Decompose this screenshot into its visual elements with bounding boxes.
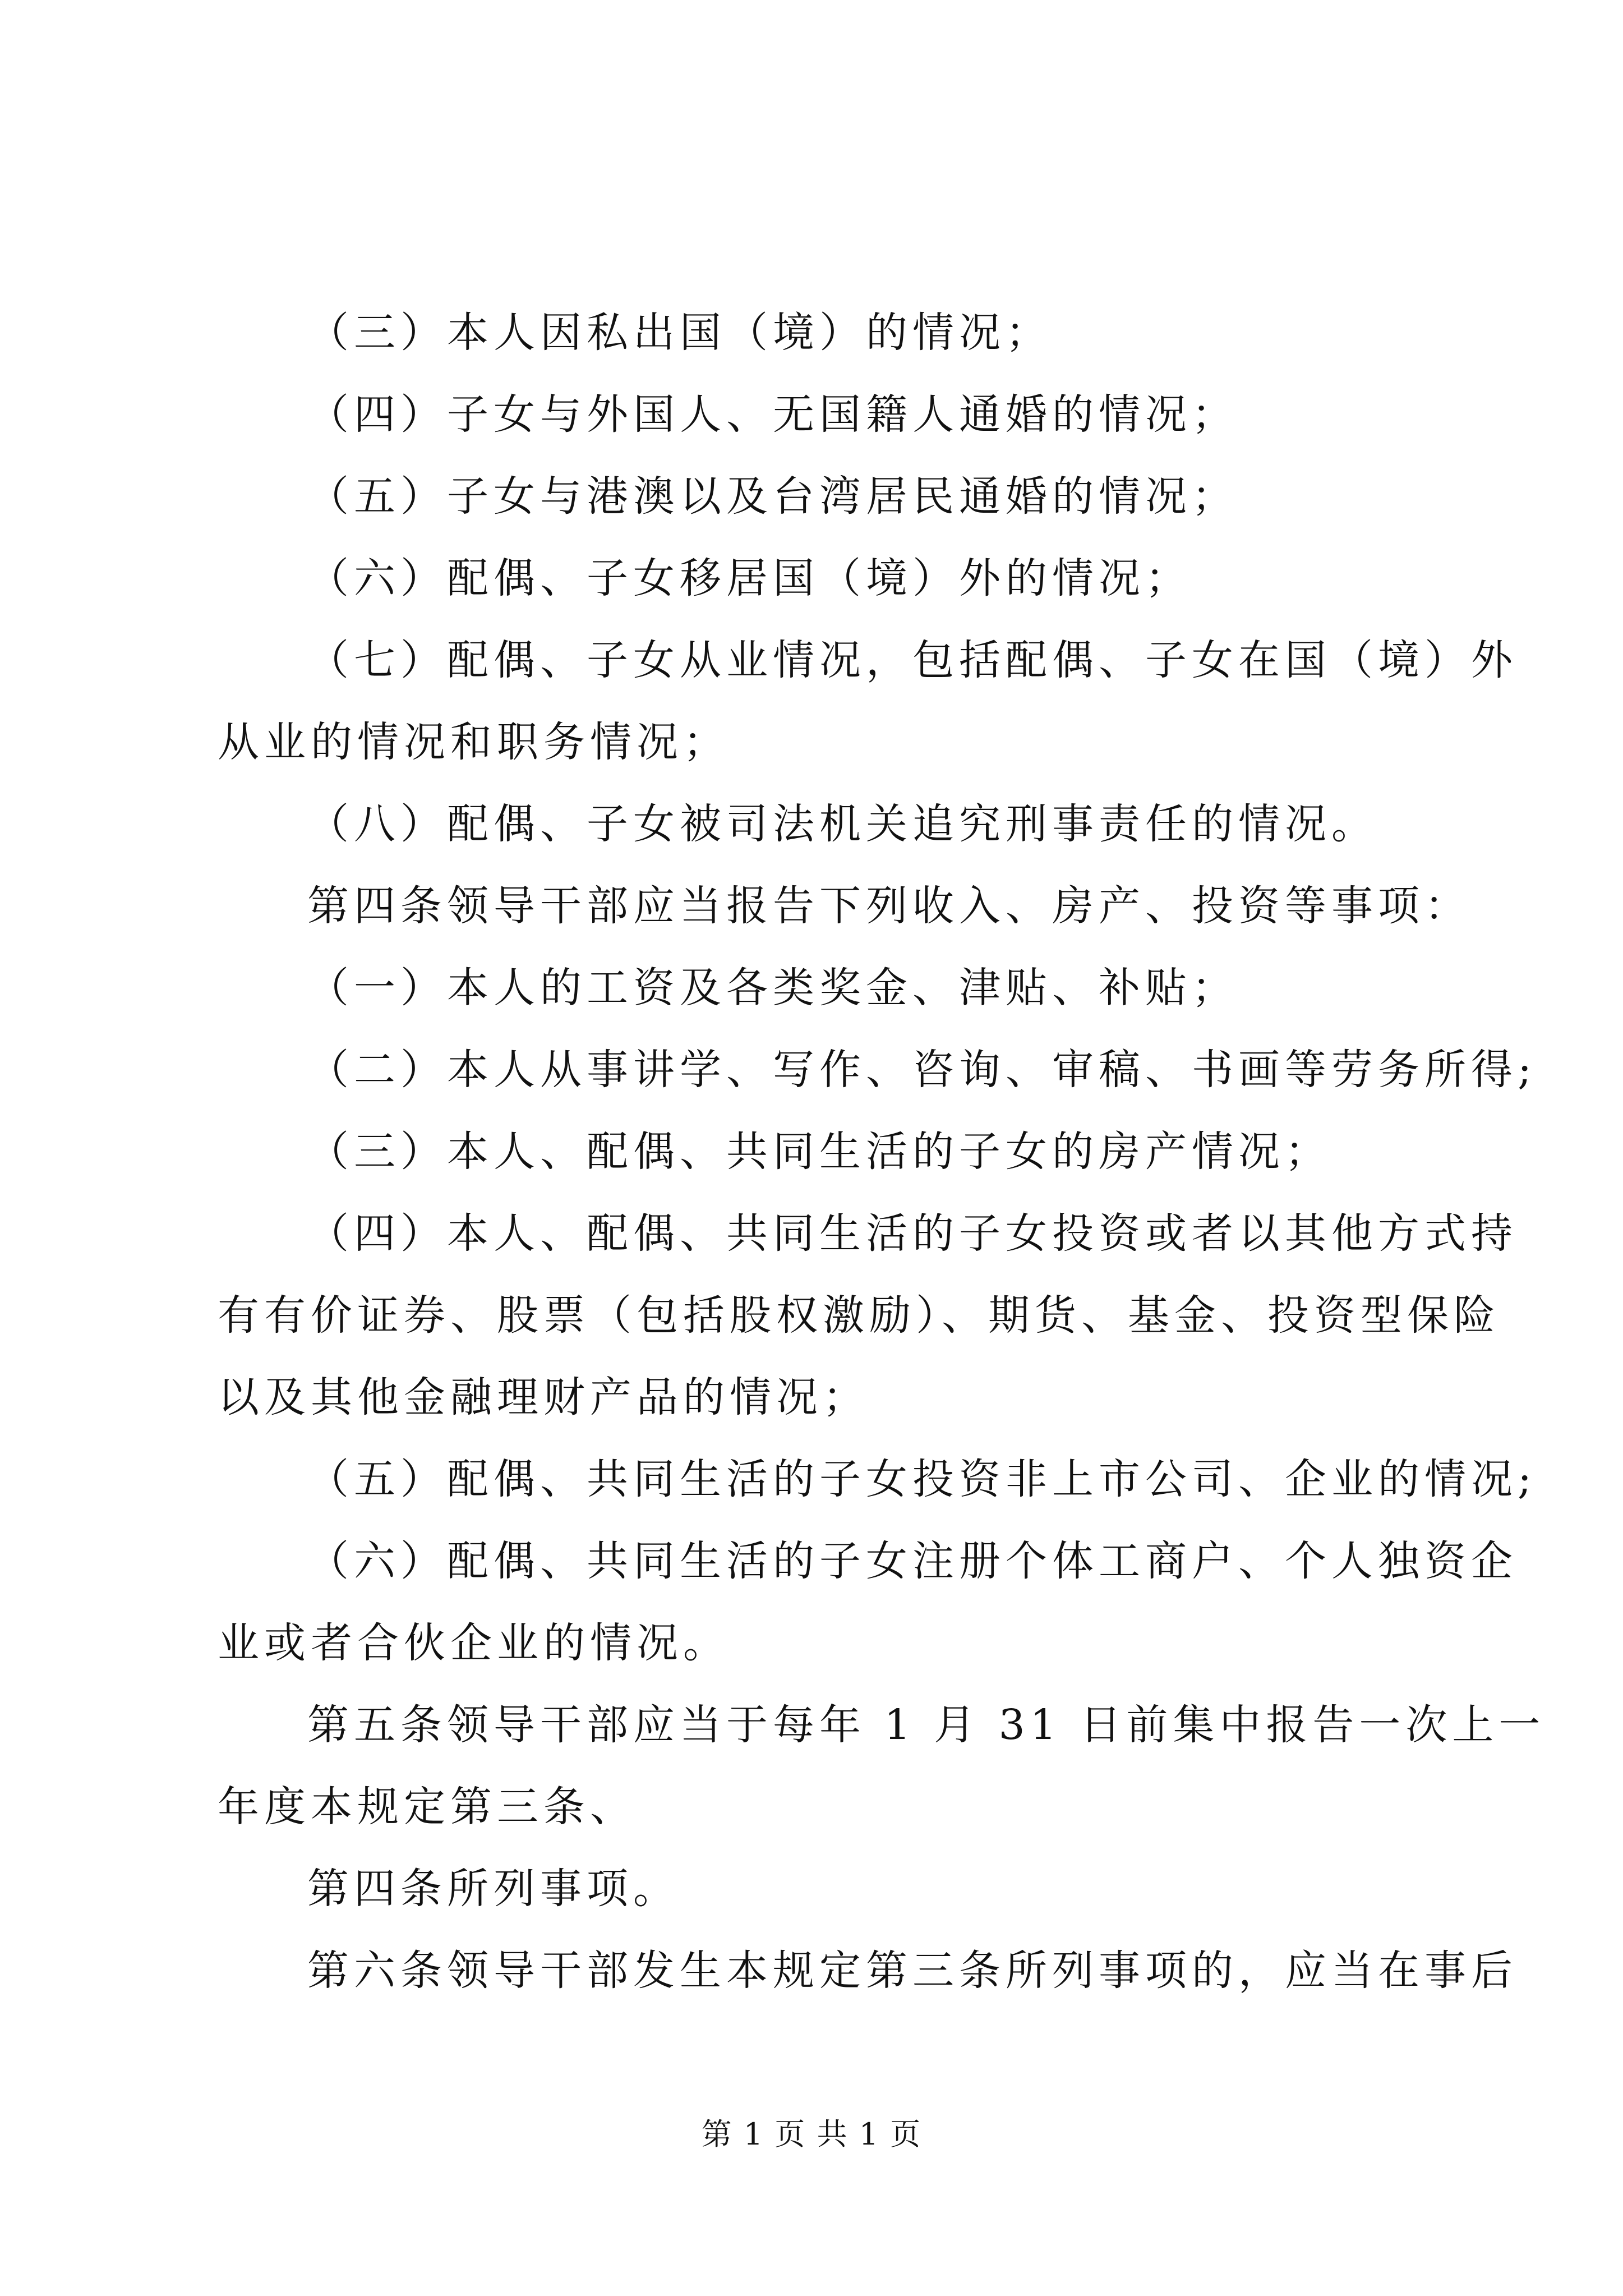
text-line: 第五条领导干部应当于每年 1 月 31 日前集中报告一次上一: [307, 1701, 1546, 1749]
text-line: 有有价证券、股票（包括股权激励）、期货、基金、投资型保险: [218, 1291, 1500, 1340]
text-line: （二）本人从事讲学、写作、咨询、审稿、书画等劳务所得;: [307, 1046, 1537, 1094]
text-line: （三）本人因私出国（境）的情况；: [307, 309, 1052, 357]
text-line: （五）配偶、共同生活的子女投资非上市公司、企业的情况;: [307, 1455, 1537, 1503]
text-line: 第六条领导干部发生本规定第三条所列事项的，应当在事后: [307, 1947, 1518, 1995]
text-line: （四）子女与外国人、无国籍人通婚的情况；: [307, 390, 1238, 439]
text-line: （七）配偶、子女从业情况，包括配偶、子女在国（境）外: [307, 636, 1518, 684]
text-line: 从业的情况和职务情况；: [218, 718, 730, 766]
page-footer: 第 1 页 共 1 页: [701, 2116, 922, 2152]
text-line: 业或者合伙企业的情况。: [218, 1619, 730, 1667]
text-line: （六）配偶、子女移居国（境）外的情况；: [307, 554, 1192, 602]
text-line: （五）子女与港澳以及台湾居民通婚的情况；: [307, 472, 1238, 521]
text-line: （六）配偶、共同生活的子女注册个体工商户、个人独资企: [307, 1537, 1518, 1585]
text-line: （八）配偶、子女被司法机关追究刑事责任的情况。: [307, 800, 1378, 848]
text-line: （三）本人、配偶、共同生活的子女的房产情况；: [307, 1128, 1331, 1176]
text-line: （一）本人的工资及各类奖金、津贴、补贴；: [307, 964, 1238, 1012]
text-line: （四）本人、配偶、共同生活的子女投资或者以其他方式持: [307, 1209, 1518, 1258]
text-line: 第四条所列事项。: [307, 1865, 680, 1913]
text-line: 年度本规定第三条、: [218, 1783, 637, 1831]
text-line: 以及其他金融理财产品的情况；: [218, 1373, 869, 1421]
text-line: 第四条领导干部应当报告下列收入、房产、投资等事项：: [307, 882, 1471, 930]
document-body: [218, 292, 1546, 2012]
